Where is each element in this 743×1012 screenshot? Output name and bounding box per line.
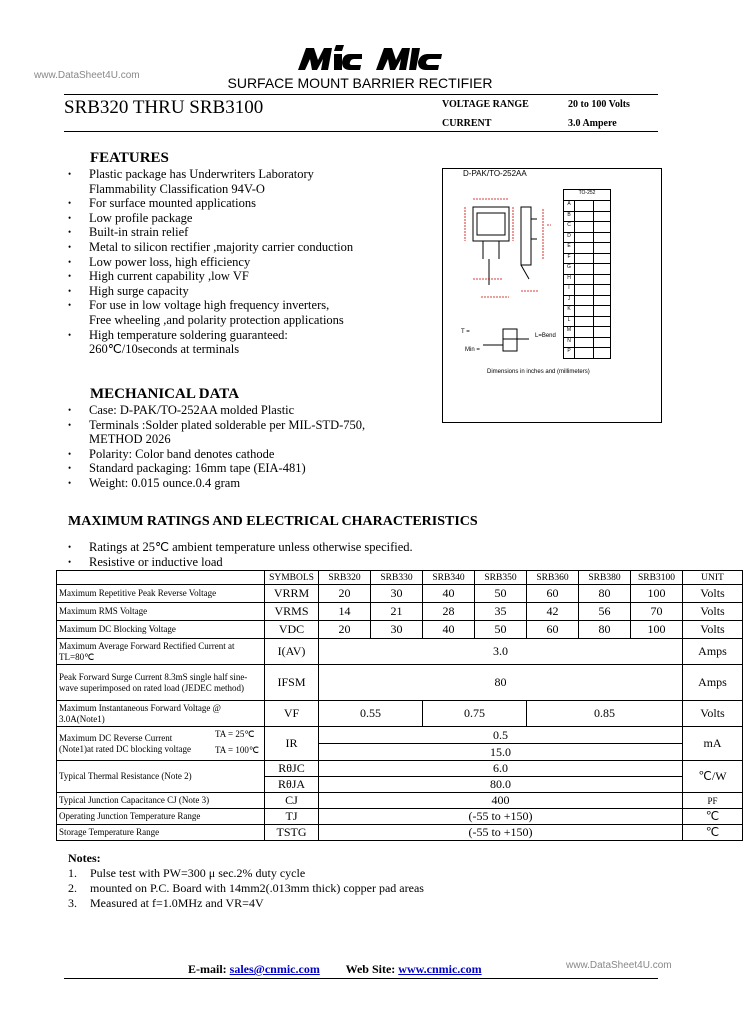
voltage-range-value: 20 to 100 Volts: [568, 99, 630, 110]
row-value: 14: [319, 603, 371, 621]
note-item: 3. Measured at f=1.0MHz and VR=4V: [68, 896, 264, 910]
row-unit: Amps: [683, 665, 743, 701]
header-cell: SRB320: [319, 571, 371, 585]
header-rule-bottom: [64, 131, 658, 132]
bullet-icon: •: [68, 198, 72, 209]
dimension-row: [563, 253, 611, 264]
row-description: Maximum Repetitive Peak Reverse Voltage: [57, 585, 265, 603]
table-row: [57, 761, 743, 777]
ir-description: Maximum DC Reverse Current (Note1)at rated DC blocking voltage: [59, 732, 191, 754]
list-item: [64, 284, 424, 299]
list-item: [64, 225, 424, 240]
bullet-icon: •: [68, 300, 72, 311]
note-text: Pulse test with PW=300 μ sec.2% duty cycle: [90, 866, 306, 880]
list-item-text: High surge capacity: [89, 283, 189, 298]
row-value: 50: [475, 585, 527, 603]
figure-caption: Dimensions in inches and (millimeters): [487, 369, 590, 375]
dimension-row: [563, 211, 611, 222]
list-item: [64, 298, 424, 313]
dimension-letter: N: [564, 338, 575, 348]
list-item: [64, 403, 424, 418]
table-row: [57, 727, 743, 744]
mechanical-list: [64, 403, 424, 491]
bullet-icon: •: [68, 405, 72, 415]
features-heading: FEATURES: [90, 150, 169, 166]
list-item: [64, 418, 424, 433]
row-value: 30: [371, 621, 423, 639]
header-cell: UNIT: [683, 571, 743, 585]
dimension-row: [563, 221, 611, 232]
row-symbol: TJ: [265, 809, 319, 825]
row-unit: ℃: [683, 809, 743, 825]
package-drawing: [443, 179, 661, 369]
list-item: [64, 182, 424, 197]
row-unit: Volts: [683, 621, 743, 639]
header-cell: SRB380: [579, 571, 631, 585]
row-symbol: VF: [265, 701, 319, 727]
row-value: 80: [579, 585, 631, 603]
row-value: 3.0: [319, 639, 683, 665]
watermark-bottom: www.DataSheet4U.com: [566, 960, 672, 971]
list-item-text: For surface mounted applications: [89, 196, 256, 211]
row-unit: mA: [683, 727, 743, 761]
header-cell: SRB330: [371, 571, 423, 585]
row-unit: ℃: [683, 825, 743, 841]
list-item: [64, 269, 424, 284]
row-symbol: VRMS: [265, 603, 319, 621]
table-row: [57, 809, 743, 825]
svg-text:T =: T =: [461, 329, 470, 335]
row-description: Maximum DC Blocking Voltage: [57, 621, 265, 639]
row-value: 42: [527, 603, 579, 621]
list-item-text: METHOD 2026: [89, 432, 171, 447]
table-row: [57, 621, 743, 639]
list-item: [64, 342, 424, 357]
note-text: mounted on P.C. Board with 14mm2(.013mm thick) copper pad areas: [90, 881, 424, 895]
figure-title: D-PAK/TO-252AA: [463, 169, 527, 178]
table-row: [57, 701, 743, 727]
row-value: 400: [319, 793, 683, 809]
dimension-letter: P: [564, 348, 575, 358]
dimension-letter: B: [564, 212, 575, 222]
row-value: (-55 to +150): [319, 809, 683, 825]
bullet-icon: •: [68, 448, 72, 459]
list-item: [64, 461, 424, 476]
row-value: 28: [423, 603, 475, 621]
row-value: 60: [527, 585, 579, 603]
row-description: Maximum RMS Voltage: [57, 603, 265, 621]
header-cell: SRB3100: [631, 571, 683, 585]
list-item-text: Built-in strain relief: [89, 225, 189, 240]
current-value: 3.0 Ampere: [568, 118, 617, 129]
row-value: 30: [371, 585, 423, 603]
dimension-row: [563, 316, 611, 327]
row-description: Maximum Average Forward Rectified Current at TL=80℃: [57, 639, 265, 665]
list-item: [64, 432, 424, 447]
table-row: [57, 825, 743, 841]
row-symbol: I(AV): [265, 639, 319, 665]
voltage-range-label: VOLTAGE RANGE: [442, 99, 529, 110]
characteristics-table: [56, 570, 743, 841]
row-value: 20: [319, 621, 371, 639]
dimension-letter: C: [564, 222, 575, 232]
dimension-letter: G: [564, 264, 575, 274]
list-item: [64, 255, 424, 270]
row-value: 0.55: [319, 701, 423, 727]
table-row: [57, 585, 743, 603]
row-description: Operating Junction Temperature Range: [57, 809, 265, 825]
row-value: 80: [579, 621, 631, 639]
list-item-text: Flammability Classification 94V-O: [89, 181, 265, 196]
table-header-row: [57, 571, 743, 585]
row-symbol: VRRM: [265, 585, 319, 603]
row-value: 56: [579, 603, 631, 621]
email-label: E-mail:: [188, 962, 227, 976]
bullet-icon: •: [68, 271, 72, 282]
list-item-text: 260℃/10seconds at terminals: [89, 342, 240, 357]
list-item: [64, 167, 424, 182]
list-item-text: For use in low voltage high frequency inverters,: [89, 298, 330, 313]
dimension-letter: H: [564, 275, 575, 285]
bullet-icon: •: [68, 285, 72, 296]
bullet-icon: •: [68, 463, 72, 474]
ratings-condition: Resistive or inductive load: [89, 554, 223, 569]
header-cell: SRB350: [475, 571, 527, 585]
dimension-row: [563, 284, 611, 295]
row-unit: Volts: [683, 603, 743, 621]
table-row: [57, 793, 743, 809]
header-cell: SRB360: [527, 571, 579, 585]
package-figure: [442, 168, 662, 423]
row-unit: ℃/W: [683, 761, 743, 793]
dimension-letter: M: [564, 327, 575, 337]
document-subtitle: SURFACE MOUNT BARRIER RECTIFIER: [227, 75, 493, 91]
bullet-icon: •: [68, 227, 72, 238]
list-item: [64, 211, 424, 226]
row-value: 50: [475, 621, 527, 639]
ratings-heading: MAXIMUM RATINGS AND ELECTRICAL CHARACTERISTICS: [68, 514, 478, 529]
list-item-text: Standard packaging: 16mm tape (EIA-481): [89, 461, 306, 476]
list-item-text: Terminals :Solder plated solderable per MIL-STD-750,: [89, 417, 366, 432]
row-symbol: VDC: [265, 621, 319, 639]
table-row: [57, 665, 743, 701]
row-description: Peak Forward Surge Current 8.3mS single half sine-wave superimposed on rated load (JEDEC method): [57, 665, 265, 701]
bullet-icon: •: [68, 241, 72, 252]
row-value: 21: [371, 603, 423, 621]
mechanical-heading: MECHANICAL DATA: [90, 386, 240, 402]
list-item-text: Plastic package has Underwriters Laboratory: [89, 167, 314, 181]
ratings-condition: Ratings at 25℃ ambient temperature unless otherwise specified.: [89, 540, 413, 554]
row-value: 100: [631, 585, 683, 603]
svg-text:Min =: Min =: [465, 347, 480, 353]
row-value: (-55 to +150): [319, 825, 683, 841]
dimension-row: [563, 305, 611, 316]
dimension-row: [563, 242, 611, 253]
table-row: [57, 639, 743, 665]
dimension-row: [563, 326, 611, 337]
list-item: [64, 196, 424, 211]
row-value: 35: [475, 603, 527, 621]
note-text: Measured at f=1.0MHz and VR=4V: [90, 896, 264, 910]
row-unit: PF: [683, 793, 743, 809]
bullet-icon: •: [68, 212, 72, 223]
row-value: 80: [319, 665, 683, 701]
features-list: [64, 167, 424, 357]
row-symbol: IR: [265, 727, 319, 761]
notes-section: [68, 851, 628, 911]
bullet-icon: •: [68, 256, 72, 267]
website-label: Web Site:: [345, 962, 396, 976]
row-value: 100: [631, 621, 683, 639]
dimension-row: [563, 337, 611, 348]
header-cell: SRB340: [423, 571, 475, 585]
row-value: 0.5: [319, 727, 683, 744]
note-item: 1. Pulse test with PW=300 μ sec.2% duty cycle: [68, 866, 306, 880]
ratings-conditions: • Ratings at 25℃ ambient temperature unless otherwise specified. • Resistive or inductive load: [68, 540, 413, 569]
list-item-text: Low profile package: [89, 210, 193, 225]
dimension-letter: E: [564, 243, 575, 253]
row-unit: Volts: [683, 701, 743, 727]
row-description: Storage Temperature Range: [57, 825, 265, 841]
list-item: [64, 476, 424, 491]
row-symbol: IFSM: [265, 665, 319, 701]
footer-rule: [64, 978, 658, 979]
part-number-title: SRB320 THRU SRB3100: [64, 97, 264, 118]
list-item-text: High current capability ,low VF: [89, 269, 249, 284]
table-row: [57, 603, 743, 621]
dimension-letter: K: [564, 306, 575, 316]
dimension-row: [563, 232, 611, 243]
row-value: 80.0: [319, 777, 683, 793]
row-value: 40: [423, 621, 475, 639]
row-unit: Amps: [683, 639, 743, 665]
list-item-text: Case: D-PAK/TO-252AA molded Plastic: [89, 403, 295, 417]
list-item: [64, 447, 424, 462]
header-cell: SYMBOLS: [265, 571, 319, 585]
company-logo: [296, 42, 446, 72]
website-link[interactable]: www.cnmic.com: [398, 962, 482, 976]
dimension-letter: I: [564, 285, 575, 295]
note-item: 2. mounted on P.C. Board with 14mm2(.013mm thick) copper pad areas: [68, 881, 424, 895]
svg-text:L=Bend: L=Bend: [535, 333, 556, 339]
dimension-row: [563, 347, 611, 359]
header-cell-blank: [57, 571, 265, 585]
bullet-icon: •: [68, 477, 72, 488]
list-item-text: Polarity: Color band denotes cathode: [89, 446, 275, 461]
dimension-row: [563, 200, 611, 211]
dimension-letter: A: [564, 201, 575, 211]
bullet-icon: •: [68, 169, 72, 179]
list-item-text: Weight: 0.015 ounce.0.4 gram: [89, 475, 241, 490]
row-value: 20: [319, 585, 371, 603]
row-value: 15.0: [319, 744, 683, 761]
row-description: Typical Junction Capacitance CJ (Note 3): [57, 793, 265, 809]
dimension-row: [563, 295, 611, 306]
notes-heading: Notes:: [68, 851, 101, 865]
footer-contact: [188, 962, 482, 977]
dimension-letter: F: [564, 254, 575, 264]
ir-condition: TA = 25℃: [215, 729, 255, 739]
list-item-text: Low power loss, high efficiency: [89, 254, 251, 269]
row-value: 0.75: [423, 701, 527, 727]
row-value: 70: [631, 603, 683, 621]
row-description: [57, 727, 265, 761]
row-description: Typical Thermal Resistance (Note 2): [57, 761, 265, 793]
watermark-top: www.DataSheet4U.com: [34, 70, 140, 81]
dimension-table: TO-252 A B C D E F G H I J K L M N P: [563, 189, 611, 359]
bullet-icon: •: [68, 419, 72, 430]
list-item: [64, 240, 424, 255]
row-value: 40: [423, 585, 475, 603]
email-link[interactable]: sales@cnmic.com: [229, 962, 320, 976]
row-value: 6.0: [319, 761, 683, 777]
row-symbol: RθJA: [265, 777, 319, 793]
dimension-letter: D: [564, 233, 575, 243]
row-unit: Volts: [683, 585, 743, 603]
row-value: 60: [527, 621, 579, 639]
current-label: CURRENT: [442, 118, 492, 129]
dimension-row: [563, 274, 611, 285]
list-item: [64, 313, 424, 328]
bullet-icon: •: [68, 329, 72, 340]
list-item-text: Metal to silicon rectifier ,majority carrier conduction: [89, 239, 354, 254]
dimension-row: [563, 263, 611, 274]
list-item-text: Free wheeling ,and polarity protection applications: [89, 312, 344, 327]
ir-condition: TA = 100℃: [215, 745, 259, 755]
list-item-text: High temperature soldering guaranteed:: [89, 327, 288, 342]
row-symbol: TSTG: [265, 825, 319, 841]
row-symbol: RθJC: [265, 761, 319, 777]
row-value: 0.85: [527, 701, 683, 727]
row-symbol: CJ: [265, 793, 319, 809]
row-description: Maximum Instantaneous Forward Voltage @ 3.0A(Note1): [57, 701, 265, 727]
dimension-letter: J: [564, 296, 575, 306]
dimension-letter: L: [564, 317, 575, 327]
list-item: [64, 328, 424, 343]
header-rule-top: [64, 94, 658, 95]
